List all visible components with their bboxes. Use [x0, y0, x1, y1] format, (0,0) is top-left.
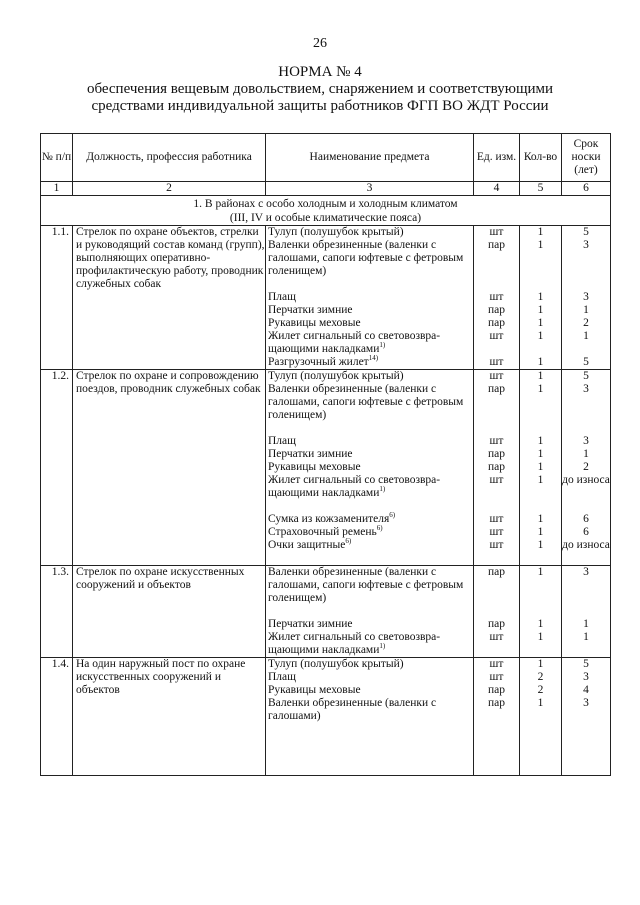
item-qty-cell [520, 370, 562, 566]
item-name [268, 526, 473, 539]
footnote-marker: 6) [345, 537, 352, 546]
item-term-text: 5 [583, 356, 589, 368]
footnote-marker: 1) [379, 341, 386, 350]
item-term [562, 226, 610, 239]
header-row [41, 134, 611, 182]
item-unit-text: пар [487, 383, 505, 395]
item-qty-text: 1 [537, 226, 544, 238]
item-term [562, 539, 610, 565]
page-number: 26 [313, 36, 327, 51]
item-name [268, 671, 473, 684]
item-term [562, 448, 610, 461]
footnote-marker: 6) [389, 511, 396, 520]
item-term [562, 304, 610, 317]
item-unit-text: шт [489, 356, 504, 368]
item-term [562, 461, 610, 474]
item-name-text: Жилет сигнальный со световозвра-щающими накладками [268, 474, 441, 499]
item-name [268, 435, 473, 448]
item-unit [474, 330, 519, 356]
item-term-text: 4 [583, 684, 589, 696]
item-qty [520, 435, 561, 448]
item-term [562, 370, 610, 383]
item-qty [520, 658, 561, 671]
item-qty [520, 226, 561, 239]
item-term-text: 3 [583, 239, 589, 251]
item-name-text: Плащ [268, 671, 297, 683]
item-term [562, 356, 610, 369]
item-term-text: 3 [583, 671, 589, 683]
item-term [562, 435, 610, 448]
item-term-text: 1 [583, 304, 589, 316]
item-qty [520, 291, 561, 304]
column-number: 1 [41, 182, 73, 196]
item-unit-text: пар [487, 697, 505, 709]
item-term [562, 631, 610, 657]
position-cell: На один наружный пост по охране искусственных сооружений и объектов [73, 658, 266, 776]
item-name-text: Перчатки зимние [268, 448, 353, 460]
item-term-text: 1 [583, 330, 589, 342]
item-term-text: 1 [583, 448, 589, 460]
item-name-text: Тулуп (полушубок крытый) [268, 226, 404, 238]
item-term-cell [562, 566, 611, 658]
item-unit-text: пар [487, 461, 505, 473]
item-qty [520, 697, 561, 775]
item-qty [520, 539, 561, 565]
header-qty: Кол-во [520, 134, 562, 182]
item-name [268, 330, 473, 356]
table-row [41, 658, 611, 776]
item-qty [520, 356, 561, 369]
item-term-text: 3 [583, 383, 589, 395]
item-qty-text: 1 [537, 383, 544, 395]
document-title [0, 64, 640, 115]
item-term-text: 3 [583, 291, 589, 303]
item-unit-text: пар [487, 684, 505, 696]
item-qty [520, 618, 561, 631]
title-line-1: НОРМА № 4 [278, 64, 362, 80]
header-unit: Ед. изм. [474, 134, 520, 182]
item-name-text: Перчатки зимние [268, 618, 353, 630]
item-unit-text: пар [487, 304, 505, 316]
item-term-text: до износа [562, 474, 610, 486]
column-number: 6 [562, 182, 611, 196]
item-unit [474, 435, 519, 448]
item-term-text: 5 [583, 370, 589, 382]
item-unit [474, 226, 519, 239]
table-row [41, 566, 611, 658]
header-item: Наименование предмета [266, 134, 474, 182]
item-qty [520, 383, 561, 435]
column-number-row [41, 182, 611, 196]
item-name [268, 658, 473, 671]
item-name-text: Рукавицы меховые [268, 317, 361, 329]
section-heading [41, 196, 611, 226]
item-term [562, 513, 610, 526]
section-line-2: (III, IV и особые климатические пояса) [229, 212, 422, 224]
column-number: 5 [520, 182, 562, 196]
item-name-cell [266, 370, 474, 566]
item-qty-text: 1 [537, 618, 544, 630]
item-term [562, 684, 610, 697]
item-name-cell [266, 658, 474, 776]
column-number: 2 [73, 182, 266, 196]
item-unit [474, 317, 519, 330]
item-name [268, 566, 473, 618]
item-qty [520, 671, 561, 684]
item-term [562, 291, 610, 304]
item-name [268, 291, 473, 304]
item-unit [474, 291, 519, 304]
item-qty [520, 330, 561, 356]
item-qty-text: 1 [537, 461, 544, 473]
item-qty [520, 566, 561, 618]
item-unit [474, 697, 519, 775]
item-unit-text: шт [489, 291, 504, 303]
item-qty-text: 2 [537, 671, 544, 683]
item-qty [520, 317, 561, 330]
item-term-cell [562, 226, 611, 370]
item-name-text: Разгрузочный жилет [268, 356, 369, 368]
item-qty-text: 1 [537, 304, 544, 316]
item-name-text: Жилет сигнальный со световозвра-щающими накладками [268, 330, 441, 355]
item-unit [474, 566, 519, 618]
item-unit-text: шт [489, 330, 504, 342]
item-term [562, 671, 610, 684]
item-qty-cell [520, 658, 562, 776]
item-name-text: Плащ [268, 291, 297, 303]
footnote-marker: 14) [368, 354, 379, 363]
item-qty [520, 448, 561, 461]
item-qty-cell [520, 566, 562, 658]
item-unit [474, 383, 519, 435]
item-term [562, 658, 610, 671]
row-number: 1.4. [41, 658, 73, 776]
item-name-text: Валенки обрезиненные (валенки с галошами, сапоги юфтевые с фетровым голенищем) [268, 566, 464, 604]
position-cell: Стрелок по охране и сопровождению поездов, проводник служебных собак [73, 370, 266, 566]
item-unit [474, 448, 519, 461]
footnote-marker: 1) [379, 485, 386, 494]
item-term-text: 6 [583, 513, 589, 525]
item-qty [520, 631, 561, 657]
norm-table [40, 133, 611, 776]
item-qty [520, 239, 561, 291]
item-term-text: 3 [583, 566, 589, 578]
item-term [562, 697, 610, 775]
item-unit-text: шт [489, 435, 504, 447]
item-name [268, 370, 473, 383]
item-unit-text: пар [487, 448, 505, 460]
item-qty [520, 684, 561, 697]
item-qty-cell [520, 226, 562, 370]
item-qty-text: 1 [537, 239, 544, 251]
item-name-text: Очки защитные [268, 539, 346, 551]
item-unit-text: шт [489, 671, 504, 683]
item-term-text: 2 [583, 461, 589, 473]
title-line-3: средствами индивидуальной защиты работников ФГП ВО ЖДТ России [91, 98, 549, 114]
item-name-text: Валенки обрезиненные (валенки с галошами, сапоги юфтевые с фетровым голенищем) [268, 239, 464, 277]
item-name-text: Перчатки зимние [268, 304, 353, 316]
footnote-marker: 6) [376, 524, 383, 533]
position-cell: Стрелок по охране искусственных сооружений и объектов [73, 566, 266, 658]
item-name [268, 317, 473, 330]
item-unit [474, 526, 519, 539]
item-unit-text: шт [489, 658, 504, 670]
item-qty-text: 1 [537, 697, 544, 709]
item-unit [474, 513, 519, 526]
item-term [562, 474, 610, 513]
item-qty-text: 2 [537, 684, 544, 696]
section-row [41, 196, 611, 226]
item-term-text: 3 [583, 435, 589, 447]
item-name [268, 448, 473, 461]
item-unit [474, 370, 519, 383]
item-name [268, 356, 473, 369]
item-name-text: Рукавицы меховые [268, 461, 361, 473]
header-term: Срок носки (лет) [562, 134, 611, 182]
item-qty-text: 1 [537, 370, 544, 382]
item-qty-text: 1 [537, 526, 544, 538]
item-qty-text: 1 [537, 474, 544, 486]
item-term [562, 566, 610, 618]
item-name [268, 684, 473, 697]
item-qty [520, 304, 561, 317]
item-unit [474, 304, 519, 317]
item-name [268, 304, 473, 317]
item-unit-text: шт [489, 474, 504, 486]
item-unit [474, 631, 519, 657]
item-qty-text: 1 [537, 658, 544, 670]
item-name-text: Жилет сигнальный со световозвра-щающими накладками [268, 631, 441, 656]
item-name [268, 697, 473, 775]
item-unit [474, 684, 519, 697]
item-unit-cell [474, 370, 520, 566]
item-unit [474, 671, 519, 684]
item-name [268, 631, 473, 657]
row-number: 1.2. [41, 370, 73, 566]
position-cell: Стрелок по охране объектов, стрелки и руководящий состав команд (групп), выполняющих оперативно-профилактическую работу, проводник служебных собак [73, 226, 266, 370]
item-qty-text: 1 [537, 631, 544, 643]
item-name [268, 383, 473, 435]
item-unit-text: шт [489, 631, 504, 643]
item-unit [474, 461, 519, 474]
item-name [268, 461, 473, 474]
row-number: 1.3. [41, 566, 73, 658]
item-unit [474, 356, 519, 369]
item-qty-text: 1 [537, 513, 544, 525]
item-unit-text: шт [489, 539, 504, 551]
item-term [562, 317, 610, 330]
table-row [41, 370, 611, 566]
item-qty [520, 370, 561, 383]
item-name-text: Плащ [268, 435, 297, 447]
item-unit-text: пар [487, 317, 505, 329]
item-qty [520, 526, 561, 539]
item-term [562, 618, 610, 631]
item-term [562, 330, 610, 356]
item-unit-text: пар [487, 239, 505, 251]
item-term-text: 1 [583, 631, 589, 643]
item-term-text: 3 [583, 697, 589, 709]
item-unit-text: шт [489, 526, 504, 538]
item-unit-text: пар [487, 618, 505, 630]
item-qty-text: 1 [537, 435, 544, 447]
item-term-text: 5 [583, 226, 589, 238]
header-num: № п/п [41, 134, 73, 182]
item-term-cell [562, 370, 611, 566]
item-name-text: Тулуп (полушубок крытый) [268, 370, 404, 382]
header-position: Должность, профессия работника [73, 134, 266, 182]
row-number: 1.1. [41, 226, 73, 370]
item-name-text: Страховочный ремень [268, 526, 377, 538]
item-unit-cell [474, 566, 520, 658]
item-name [268, 226, 473, 239]
item-term-text: до износа [562, 539, 610, 551]
footnote-marker: 1) [379, 642, 386, 651]
title-line-2: обеспечения вещевым довольствием, снаряжением и соответствующими [86, 81, 554, 97]
item-qty-text: 1 [537, 317, 544, 329]
column-number: 3 [266, 182, 474, 196]
item-qty-text: 1 [537, 566, 544, 578]
item-qty-text: 1 [537, 356, 544, 368]
item-name-text: Тулуп (полушубок крытый) [268, 658, 404, 670]
item-qty [520, 461, 561, 474]
item-name [268, 474, 473, 513]
item-qty [520, 474, 561, 513]
item-term [562, 383, 610, 435]
item-name-cell [266, 566, 474, 658]
item-unit-text: шт [489, 513, 504, 525]
item-unit [474, 618, 519, 631]
item-unit-cell [474, 226, 520, 370]
column-number: 4 [474, 182, 520, 196]
section-line-1: 1. В районах с особо холодным и холодным климатом [193, 198, 458, 210]
item-qty-text: 1 [537, 330, 544, 342]
item-qty-text: 1 [537, 291, 544, 303]
item-unit-cell [474, 658, 520, 776]
item-unit [474, 474, 519, 513]
item-term-cell [562, 658, 611, 776]
item-unit-text: шт [489, 226, 504, 238]
item-unit [474, 539, 519, 565]
item-name-cell [266, 226, 474, 370]
item-unit [474, 239, 519, 291]
item-name-text: Рукавицы меховые [268, 684, 361, 696]
table-row [41, 226, 611, 370]
item-qty-text: 1 [537, 539, 544, 551]
item-name [268, 239, 473, 291]
item-term [562, 239, 610, 291]
item-name [268, 539, 473, 565]
item-term-text: 6 [583, 526, 589, 538]
item-name-text: Валенки обрезиненные (валенки с галошами) [268, 697, 437, 722]
item-unit-text: шт [489, 370, 504, 382]
item-unit [474, 658, 519, 671]
item-name [268, 513, 473, 526]
item-qty [520, 513, 561, 526]
item-term-text: 1 [583, 618, 589, 630]
item-term-text: 5 [583, 658, 589, 670]
item-name [268, 618, 473, 631]
item-unit-text: пар [487, 566, 505, 578]
item-name-text: Валенки обрезиненные (валенки с галошами, сапоги юфтевые с фетровым голенищем) [268, 383, 464, 421]
item-term-text: 2 [583, 317, 589, 329]
item-qty-text: 1 [537, 448, 544, 460]
item-term [562, 526, 610, 539]
item-name-text: Сумка из кожзаменителя [268, 513, 390, 525]
